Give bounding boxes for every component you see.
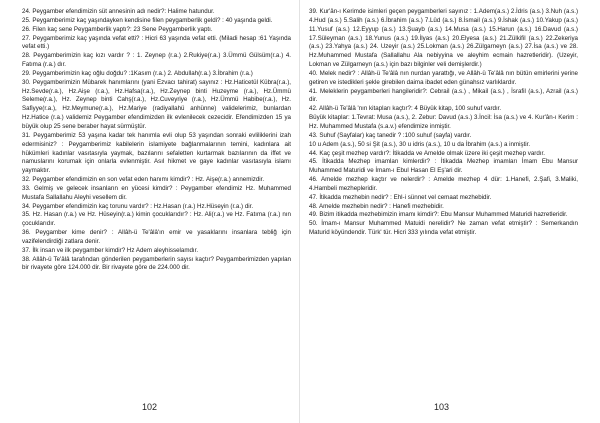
paragraph-q25: 25. Peygamberimiz kaç yaşındayken kendisine filen peygamberlik geldi? : 40 yaşında geldi.: [22, 16, 273, 24]
paragraph-q47: 47. İtikadda mezhebin nedir? : Ehl-i sünnet vel cemaat mezhebidir.: [309, 193, 492, 201]
right-page: [300, 0, 600, 423]
paragraph-q41: 41. Meleklerin peygamberleri hangileridir?: Cebrail (a.s.) , Mikail (a.s.) , İsrafil (a.s.), Azrail (a.s.) dir.: [309, 87, 578, 104]
paragraph-q43: 43. Suhuf (Sayfalar) kaç tanedir ? :100 suhuf (sayfa) vardır.: [309, 131, 472, 139]
paragraph-q33: 33. Gelmiş ve gelecek insanların en yücesi kimdir? : Peygamber efendimiz Hz. Muhammed Mustafa Sallallahu Aleyhi vesellem dir.: [22, 184, 291, 201]
paragraph-q48: 48. Amelde mezhebin nedir? : Hanefi mezhebidir.: [309, 202, 444, 210]
paragraph-q37: 37. İlk insan ve ilk peygamber kimdir? Hz Adem aleyhisselamdır.: [22, 246, 199, 254]
paragraph-q40: 40. Melek nedir? : Allâh-ü Te'âlâ nın nurdan yarattığı, ve Allâh-ü Te'âlâ nın bütün emirlerini yerine getiren ve istedikleri şekle girebilen daima ibadet eden günahsız varlıklardır.: [309, 69, 578, 86]
paragraph-q24: 24. Peygamber efendimizin süt annesinin adı nedir?: Halime hatundur.: [22, 8, 215, 15]
paragraph-q32: 32. Peygamber efendimizin en son vefat eden hanımı kimdir? : Hz. Aişe(r.a.) annemizdir.: [22, 176, 265, 184]
paragraph-q31: 31. Peygamberimiz 53 yaşına kadar tek hanımla evli olup 53 yaşından sonraki evliliklerini izah edermisiniz? : Peygamberimiz kabilelerin islamiyete bağlanmalarının temini, kadınlara ait hükümleri kadınlar vasıtasıyla yaymak, bazılarını sefaletten kurtarmak bazılarının da iffet ve namuslarını korumak için onlarla evlenmiştir. Asıl hikmet ve gaye kadınlar vasıtasıyla islamı yaymaktır.: [22, 131, 291, 175]
paragraph-q49: 49. Bizim itikadda mezhebimizin imamı kimdir?: Ebu Mansur Muhammed Maturidi hazretleridir.: [309, 211, 568, 219]
page-number-right: 103: [434, 402, 450, 412]
paragraph-q26: 26. Filen kaç sene Peygamberlik yaptı?: 23 Sene Peygamberlik yaptı.: [22, 25, 213, 33]
paragraph-q50: 50. İmam-ı Mansur Muhammed Matuidi nerelidir? Ne zaman vefat etmiştir? : Semerkandın Maturid köyündendir. Türk' tür. Hicri 333 yılında vefat etmiştir.: [309, 220, 578, 237]
paragraph-books: Büyük kitaplar: 1.Tevrat: Musa (a.s.), 2. Zebur: Davud (a.s.) 3.İncil: İsa (a.s.) ve 4. Kur'ân-ı Kerim : Hz. Muhammed Mustafa (s.a.v.) efendimize inmiştir.: [309, 114, 578, 130]
left-page-text: [22, 8, 291, 273]
paragraph-q30: 30. Peygamberimizin Mübarek hanımlarını (yani Ezvacı tahirat) sayınız : Hz.Haticetül Kübra(r.a.), Hz.Sevde(r.a.), Hz.Aişe (r.a.), Hz.Hafsa(r.a.), Hz.Zeynep binti Huzeyme (r.a.), Hz.Ümmü Seleme(r.a.), Hz. Zeynep binti Cahş(r.a.), Hz.Cuveyriye (r.a.), Hz.Ümmü Habibe(r.a.), Hz. Safiyye(r.a.), Hz.Meymune(r.a.), Hz.Mariye (radiyallahü anhünne) validelerimiz, bunlardan Hz.Hatice (r.a.) validemiz Peygamber efendimizden ilk evlenilecek cezecidir. Efendimizden 15 ya büyük olup 25 sene beraber hayat sürmüştür.: [22, 78, 291, 130]
paragraph-q45: 45. İtikadda Mezhep imamları kimlerdir? : İtikadda Mezhep imamları İmam Ebu Mansur Muhammed Maturidi ve İmam-ı Ebul Hasan El Eş'ari dir.: [309, 158, 578, 175]
paragraph-q28: 28. Peygamberimizin kaç kızı vardır ? : 1. Zeynep (r.a.) 2.Rukiye(r.a.) 3.Ümmü Gülsüm(r.a.) 4. Fatıma (r.a.) dır.: [22, 52, 291, 69]
paragraph-q36: 36. Peygamber kime denir? : Allâh-ü Te'âlâ'ın emir ve yasaklarını insanlara tebliğ için vazifelendirdiği zatlara denir.: [22, 229, 291, 245]
paragraph-suhuf: 10 u Adem (a.s.), 50 si Şit (a.s.), 30 u idris (a.s.), 10 u da İbrahim (a.s.) a inmiştir.: [309, 140, 531, 148]
paragraph-q44: 44. Kaç çeşit mezhep vardır?: İtikadda ve Amelde olmak üzere iki çeşit mezhep vardır.: [309, 149, 545, 157]
paragraph-q42: 42. Allâh-ü Te'âlâ 'nın kitapları kaçtır?: 4 Büyük kitap, 100 suhuf vardır.: [309, 105, 502, 113]
right-page-text: [309, 8, 578, 238]
paragraph-q39: 39. Kur'ân-ı Kerimde isimleri geçen peygamberleri sayınız : 1.Adem(a.s.) 2.İdris (a.s.) 3.Nuh (a.s.) 4.Hud (a.s.) 5.Salih (a.s.) 6.İbrahim (a.s.) 7.Lûd (a.s.) 8.İsmail (a.s.) 9.İshak (a.s.) 10.Yakup (a.s.) 11.Yusuf (a.s.) 12.Eyyup (a.s.) 13.Şuayb (a.s.) 14.Musa (a.s.) 15.Harun (a.s.) 16.Davud (a.s.) 17.Süleyman (a.s.) 18.Yunus (a.s.) 19.İlyas (a.s.) 20.Elyesa (a.s.) 21.Zülkifil (a.s.) 22.Zekeriya (a.s.) 23.Yahya (a.s.) 24. Uzeyir (a.s.) 25.Lokman (a.s.) 26.Zülgarneyn (a.s.) 27.İsa (a.s.) ve 28. Hz.Muhammed Mustafa (Sallallahu Ala nebiyyina ve aleyhim ecmain hazretleridir). (Uzeyir, Lokman ve Zülgarneyn (a.s.) için bazı bilginler veli demişlerdir.): [309, 8, 578, 69]
page-number-left: 102: [142, 402, 158, 412]
paragraph-q38: 38. Allâh-ü Te'âlâ tarafından gönderilen peygamberlerin sayısı kaçtır? Peygamberimizden yapılan bir rivayete göre 124.000 dir. Bir rivayete göre de 224.000 dir.: [22, 255, 291, 272]
paragraph-q46: 46. Amelde mezhep kaçtır ve nelerdir? : Amelde mezhep 4 dür: 1.Hanefi, 2.Şafi, 3.Maliki, 4.Hambeli mezhepleridir.: [309, 176, 578, 192]
paragraph-q29: 29. Peygamberimizin kaç oğlu doğdu? :1Kasım (r.a.) 2. Abdullah(r.a.) 3.İbrahim (r.a.): [22, 69, 253, 77]
paragraph-q34: 34. Peygamber efendimizin kaç torunu vardır? : Hz.Hasan (r.a.) Hz.Hüseyin (r.a.) dir.: [22, 202, 254, 210]
paragraph-q35: 35. Hz. Hasan (r.a.) ve Hz. Hüseyin(r.a.) kimin çocuklarıdır? : Hz. Ali(r.a.) ve Hz. Fatıma (r.a.) nın çocuklarıdır.: [22, 211, 291, 228]
paragraph-q27: 27. Peygamberimiz kaç yaşında vefat etti? : Hicri 63 yaşında vefat etti. (Miladi hesap :61 Yaşında vefat etti.): [22, 34, 291, 51]
